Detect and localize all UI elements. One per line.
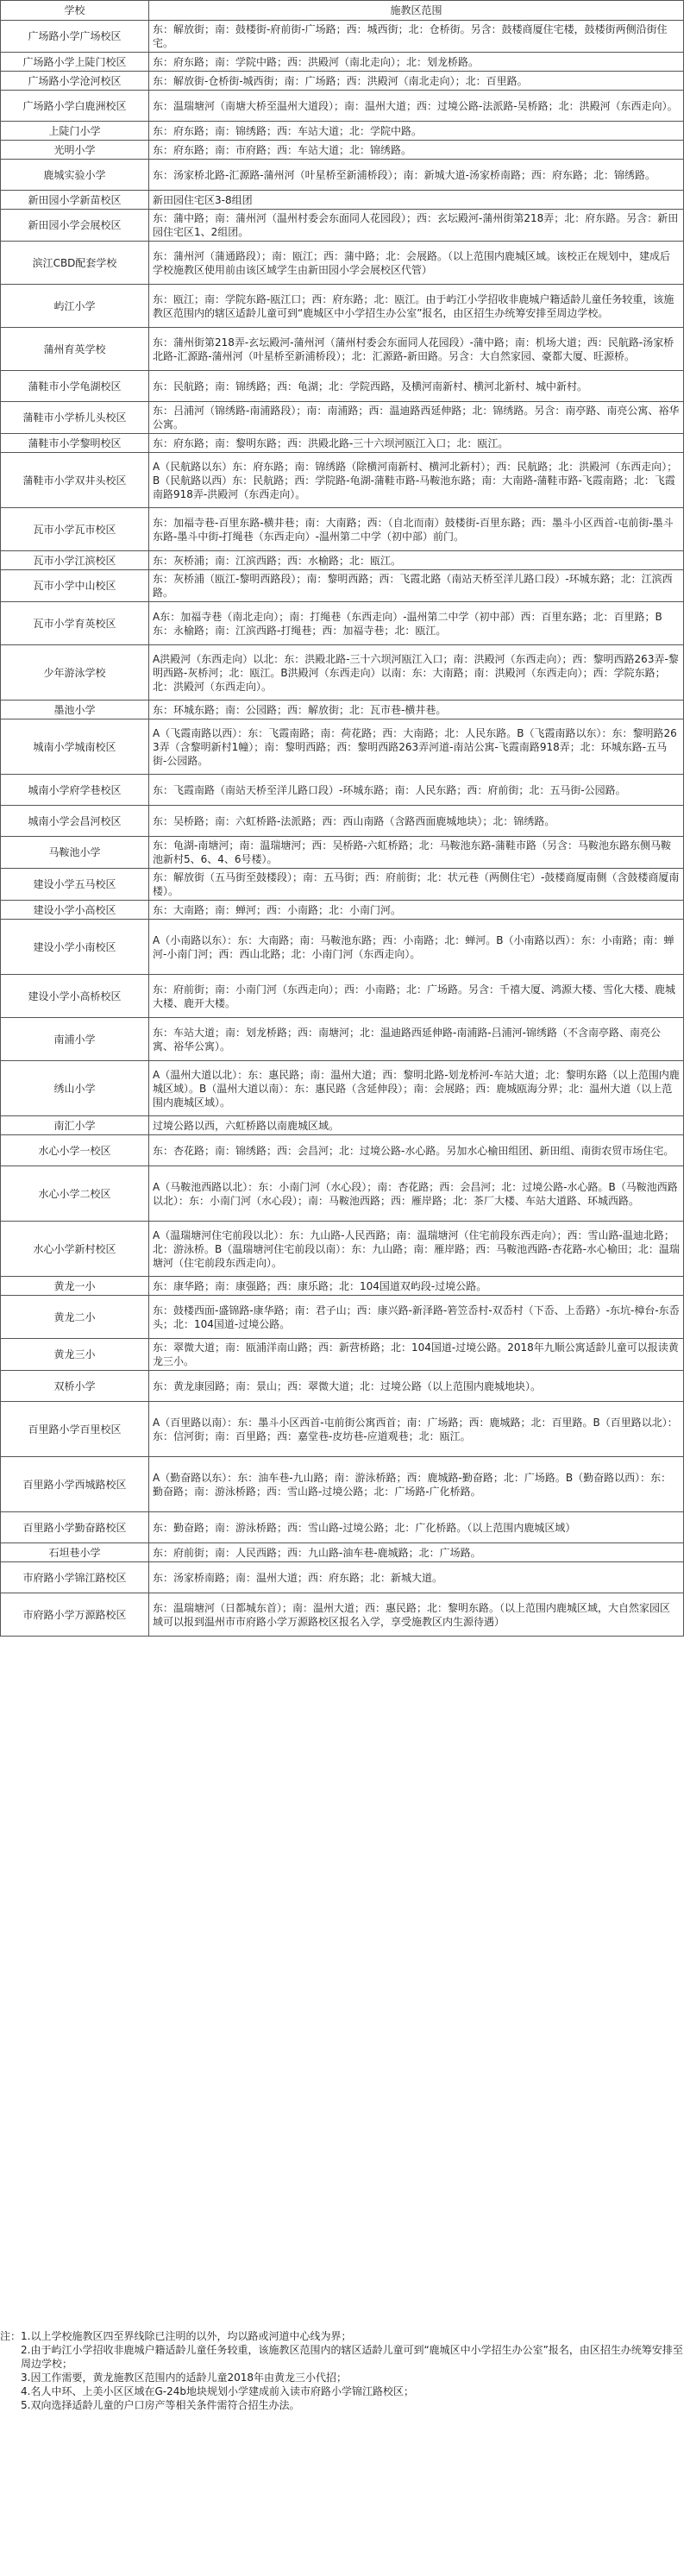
header-school: 学校 [1,1,149,21]
school-name: 黄龙三小 [1,1339,149,1371]
school-scope: 东：灰桥浦；南：江滨西路；西：水榆路；北：瓯江。 [149,551,684,570]
school-scope: 东：瓯江；南：学院东路-瓯江口；西：府东路；北：瓯江。由于屿江小学招收非鹿城户籍适龄儿童任务较重，该施教区范围内的辖区适龄儿童可到“鹿城区中小学招生办公室”报名，由区招生办统筹安排至周边学校。 [149,285,684,328]
school-name: 滨江CBD配套学校 [1,242,149,285]
header-scope: 施教区范围 [149,1,684,21]
school-scope: 东：蒲州河（蒲通路段）；南：瓯江；西：蒲中路；北：会展路。（以上范围内鹿城区域。该校正在规划中，建成后学校施教区使用前由该区域学生由新田园小学会展校区代管） [149,242,684,285]
table-row [1,837,684,869]
table-row [1,1543,684,1562]
school-scope: 东：温瑞塘河（日都城东首）；南：温州大道；西：惠民路；北：黎明东路。（以上范围内鹿城区域，大自然家园区域可以报到温州市市府路小学万源路校区报名入学，享受施教区内生源待遇） [149,1593,684,1637]
table-row [1,1457,684,1512]
school-scope: 东：吕浦河（锦绣路-南浦路段）；南：南浦路；西：温迪路西延伸路；北：锦绣路。另含：南亭路、南亮公寓、裕华公寓。 [149,402,684,434]
school-name: 蒲鞋市小学黎明校区 [1,434,149,453]
table-row [1,434,684,453]
school-scope: 东：灰桥浦（瓯江-黎明西路段）；南：黎明西路；西：飞霞北路（南站天桥至洋儿路口段）-环城东路；北：江滨西路。 [149,570,684,602]
table-row [1,72,684,91]
table-row [1,1222,684,1277]
table-row [1,508,684,551]
school-scope: A（小南路以东）：东：大南路；南：马鞍池东路；西：小南路；北：蝉河。B（小南路以西）：东：小南路；南：蝉河-小南门河；西：西山北路；北：小南门河（东西走向）。 [149,920,684,975]
school-name: 少年游泳学校 [1,645,149,701]
school-scope: 东：蒲中路；南：蒲州河（温州村委会东面同人花园段）；西：玄坛殿河-蒲州街第218弄；北：府东路。另含：新田园住宅区1、2组团。 [149,210,684,242]
school-name: 瓦市小学瓦市校区 [1,508,149,551]
table-row [1,806,684,837]
table-row [1,869,684,901]
school-scope: 东：杏花路；南：锦绣路；西：会昌河；北：过境公路-水心路。另加水心榆田组团、新田组、南街农贸市场住宅。 [149,1135,684,1166]
school-name: 上陡门小学 [1,122,149,141]
school-scope: 东：鼓楼西面-盛锦路-康华路；南：君子山；西：康兴路-新泽路-箬笠岙村-双岙村（下岙、上岙路）-东坑-樟台-东岙头；北：104国道-过境公路。 [149,1296,684,1339]
table-row [1,191,684,210]
school-name: 广场路小学广场校区 [1,21,149,53]
school-name: 水心小学新村校区 [1,1222,149,1277]
school-scope: 东：府东路；南：学院中路；西：洪殿河（南北走向）；北：划龙桥路。 [149,53,684,72]
table-row [1,328,684,371]
table-row [1,1061,684,1116]
school-name: 广场路小学沧河校区 [1,72,149,91]
table-row [1,1339,684,1371]
school-scope: 东：康华路；南：康强路；西：康乐路；北：104国道双屿段-过境公路。 [149,1277,684,1296]
school-scope: 东：环城东路；南：公园路；西：解放街；北：瓦市巷-横井巷。 [149,701,684,719]
table-row [1,1018,684,1061]
school-scope: 东：蒲州街第218弄-玄坛殿河-蒲州河（蒲州村委会东面同人花园段）-蒲中路；南：机场大道；西：民航路-汤家桥北路-汇源路-蒲州河（叶星桥至新浦桥段）；北：汇源路-新田路。另含：大自然家园、豪都大厦、旺源桥。 [149,328,684,371]
table-row [1,453,684,508]
school-scope: A（马鞍池西路以北）：东：小南门河（水心段）；南：杏花路；西：会昌河；北：过境公路-水心路。B（马鞍池西路以北）：东：小南门河（水心段）；南：马鞍池西路；西：雁岸路；北：茶厂大楼、车站大道路、环城西路。 [149,1166,684,1222]
school-scope: 东：解放街；南：鼓楼街-府前街-广场路；西：城西街；北：仓桥街。另含：鼓楼商厦住宅楼，鼓楼街两侧沿街住宅。 [149,21,684,53]
school-name: 瓦市小学中山校区 [1,570,149,602]
note-line: 2.由于屿江小学招收非鹿城户籍适龄儿童任务较重，该施教区范围内的辖区适龄儿童可到“鹿城区中小学招生办公室”报名，由区招生办统筹安排至周边学校； [21,2344,683,2370]
table-row [1,1296,684,1339]
school-name: 双桥小学 [1,1371,149,1402]
school-scope: A（飞霞南路以西）：东：飞霞南路；南：荷花路；西：大南路；北：人民东路。B（飞霞南路以东）：东：黎明路263弄（含黎明新村1幢）；南：黎明西路；西：黎明西路263弄河道-南站公寓-飞霞南路918弄；北：环城东路-五马街-公园路。 [149,719,684,775]
school-name: 百里路小学勤奋路校区 [1,1512,149,1543]
table-row [1,371,684,402]
table-row [1,920,684,975]
note-line: 注：1.以上学校施教区四至界线除已注明的以外，均以路或河道中心线为界； [0,2330,352,2342]
school-scope: 东：汤家桥北路-汇源路-蒲州河（叶星桥至新浦桥段）；南：新城大道-汤家桥南路；西：府东路；北：锦绣路。 [149,160,684,191]
table-row [1,242,684,285]
table-row [1,645,684,701]
school-scope: 过境公路以西，六虹桥路以南鹿城区域。 [149,1116,684,1135]
school-scope: 东：龟湖-南塘河；南：温瑞塘河；西：吴桥路-六虹桥路；北：马鞍池东路-蒲鞋市路（另含：马鞍池东路东侧马鞍池新村5、6、4、6号楼）。 [149,837,684,869]
school-scope: 东：大南路；南：蝉河；西：小南路；北：小南门河。 [149,901,684,920]
table-row [1,901,684,920]
school-name: 水心小学二校区 [1,1166,149,1222]
table-row [1,53,684,72]
table-row [1,1277,684,1296]
table-row [1,285,684,328]
table-row [1,1593,684,1637]
school-scope: A（百里路以南）：东：墨斗小区西首-屯前街公寓西首；南：广场路；西：鹿城路；北：百里路。B（百里路以北）：东：信河街；南：百里路；西：嘉堂巷-皮坊巷-应道观巷；北：瓯江。 [149,1402,684,1457]
table-row [1,602,684,645]
school-scope: 东：吴桥路；南：六虹桥路-法派路；西：西山南路（含路西面鹿城地块）；北：锦绣路。 [149,806,684,837]
table-row [1,210,684,242]
school-name: 城南小学府学巷校区 [1,775,149,806]
school-scope: 东：勤奋路；南：游泳桥路；西：雪山路-过境公路；北：广化桥路。（以上范围内鹿城区域） [149,1512,684,1543]
school-name: 建设小学小高桥校区 [1,975,149,1018]
table-row [1,402,684,434]
school-name: 市府路小学锦江路校区 [1,1562,149,1593]
school-name: 黄龙二小 [1,1296,149,1339]
school-name: 新田园小学会展校区 [1,210,149,242]
school-scope: 东：汤家桥南路；南：温州大道；西：府东路；北：新城大道。 [149,1562,684,1593]
school-scope: 东：加福寺巷-百里东路-横井巷；南：大南路；西：（自北而南）鼓楼街-百里东路；西：墨斗小区西首-屯前街-墨斗东路-墨斗中街-打绳巷（东西走向）-温州第二中学（初中部）前门。 [149,508,684,551]
school-name: 蒲鞋市小学双井头校区 [1,453,149,508]
school-scope: 东：府东路；南：市府路；西：车站大道；北：锦绣路。 [149,141,684,160]
table-row [1,160,684,191]
school-name: 墨池小学 [1,701,149,719]
school-name: 建设小学小南校区 [1,920,149,975]
school-name: 水心小学一校区 [1,1135,149,1166]
school-scope: 东：温瑞塘河（南塘大桥至温州大道段）；南：温州大道；西：过境公路-法派路-吴桥路；北：洪殿河（东西走向）。 [149,91,684,122]
school-scope: A（温州大道以北）：东：惠民路；南：温州大道；西：黎明北路-划龙桥河-车站大道；北：黎明东路（以上范围内鹿城区域）。B（温州大道以南）：东：惠民路（含延伸段）；南：会展路；西：鹿城瓯海分界；北：温州大道（以上范围内鹿城区域）。 [149,1061,684,1116]
school-name: 屿江小学 [1,285,149,328]
school-scope: 东：府东路；南：黎明东路；西：洪殿北路-三十六坝河瓯江入口；北：瓯江。 [149,434,684,453]
school-name: 马鞍池小学 [1,837,149,869]
school-scope: A（温瑞塘河住宅前段以北）：东：九山路-人民西路；南：温瑞塘河（住宅前段东西走向）；西：雪山路-温迪北路；北：游泳桥。B（温瑞塘河住宅前段以南）：东：九山路；南：雁岸路；西：马鞍池西路-杏花路-水心榆田；北：温瑞塘河（住宅前段东西走向）。 [149,1222,684,1277]
table-row [1,122,684,141]
school-name: 城南小学城南校区 [1,719,149,775]
school-name: 城南小学会昌河校区 [1,806,149,837]
school-name: 瓦市小学育英校区 [1,602,149,645]
school-name: 市府路小学万源路校区 [1,1593,149,1637]
table-row [1,21,684,53]
school-name: 建设小学五马校区 [1,869,149,901]
table-row [1,1562,684,1593]
school-name: 光明小学 [1,141,149,160]
school-name: 石坦巷小学 [1,1543,149,1562]
school-name: 黄龙一小 [1,1277,149,1296]
note-line: 5.双向选择适龄儿童的户口房产等相关条件需符合招生办法。 [21,2399,300,2411]
school-scope: 东：府前街；南：小南门河（东西走向）；西：小南路；北：广场路。另含：千禧大厦、鸿源大楼、雪化大楼、鹿城大楼、鹿开大楼。 [149,975,684,1018]
school-scope: 东：黄龙康园路；南：景山；西：翠微大道；北：过境公路（以上范围内鹿城地块）。 [149,1371,684,1402]
table-header-row [1,1,684,21]
table-row [1,719,684,775]
footnotes [0,2329,683,2412]
school-scope: A洪殿河（东西走向）以北：东：洪殿北路-三十六坝河瓯江入口；南：洪殿河（东西走向）；西：黎明西路263弄-黎明西路-灰桥河；北：瓯江。B洪殿河（东西走向）以南：东：大南路；南：洪殿河（东西走向）；西：学院东路；北：洪殿河（东西走向）。 [149,645,684,701]
table-row [1,1402,684,1457]
table-row [1,1166,684,1222]
school-name: 蒲州育英学校 [1,328,149,371]
table-row [1,141,684,160]
school-scope: 东：飞霞南路（南站天桥至洋儿路口段）-环城东路；南：人民东路；西：府前街；北：五马街-公园路。 [149,775,684,806]
table-row [1,551,684,570]
school-name: 南浦小学 [1,1018,149,1061]
school-scope: 东：翠微大道；南：瓯浦洋南山路；西：新营桥路；北：104国道-过境公路。2018年九顺公寓适龄儿童可以报读黄龙三小。 [149,1339,684,1371]
table-row [1,775,684,806]
school-name: 百里路小学百里校区 [1,1402,149,1457]
school-name: 新田园小学新苗校区 [1,191,149,210]
note-line: 4.名人中环、上美小区区域在G-24b地块规划小学建成前入读市府路小学锦江路校区； [21,2385,414,2397]
school-name: 南汇小学 [1,1116,149,1135]
table-row [1,91,684,122]
school-scope: 新田园住宅区3-8组团 [149,191,684,210]
table-row [1,1512,684,1543]
school-name: 瓦市小学江滨校区 [1,551,149,570]
school-scope: 东：车站大道；南：划龙桥路；西：南塘河；北：温迪路西延伸路-南浦路-吕浦河-锦绣路（不含南亭路、南亮公寓、裕华公寓）。 [149,1018,684,1061]
table-row [1,570,684,602]
table-row [1,975,684,1018]
school-scope: 东：府东路；南：锦绣路；西：车站大道；北：学院中路。 [149,122,684,141]
school-name: 蒲鞋市小学桥儿头校区 [1,402,149,434]
school-name: 百里路小学西城路校区 [1,1457,149,1512]
school-name: 蒲鞋市小学龟湖校区 [1,371,149,402]
note-line: 3.因工作需要，黄龙施教区范围内的适龄儿童2018年由黄龙三小代招； [21,2372,347,2384]
school-scope: A东：加福寺巷（南北走向）；南：打绳巷（东西走向）-温州第二中学（初中部）西：百里东路；北：百里路；B东：永榆路；南：江滨西路-打绳巷；西：加福寺巷；北：瓯江。 [149,602,684,645]
table-row [1,1371,684,1402]
school-scope: 东：解放街（五马街至鼓楼段）；南：五马街；西：府前街；北：状元巷（两侧住宅）-鼓楼商厦南侧（含鼓楼商厦南楼）。 [149,869,684,901]
school-name: 广场路小学白鹿洲校区 [1,91,149,122]
table-row [1,1116,684,1135]
school-scope: 东：府前街；南：人民西路；西：九山路-油车巷-鹿城路；北：广场路。 [149,1543,684,1562]
table-row [1,701,684,719]
school-scope: 东：解放街-仓桥街-城西街；南：广场路；西：洪殿河（南北走向）；北：百里路。 [149,72,684,91]
school-scope: A（民航路以东）东：府东路；南：锦绣路（除横河南新村、横河北新村）；西：民航路；北：洪殿河（东西走向）；B（民航路以西）东：民航路；西：学院路-龟湖-蒲鞋市路-马鞍池东路；南：大南路-蒲鞋市路-飞霞南路；北：飞霞南路918弄-洪殿河（东西走向）。 [149,453,684,508]
school-name: 广场路小学上陡门校区 [1,53,149,72]
school-name: 绣山小学 [1,1061,149,1116]
table-row [1,1135,684,1166]
school-name: 鹿城实验小学 [1,160,149,191]
school-scope: 东：民航路；南：锦绣路；西：龟湖；北：学院西路，及横河南新村、横河北新村、城中新村。 [149,371,684,402]
school-name: 建设小学小高校区 [1,901,149,920]
school-scope: A（勤奋路以东）：东：油车巷-九山路；南：游泳桥路；西：鹿城路-勤奋路；北：广场路。B（勤奋路以西）：东：勤奋路；南：游泳桥路；西：雪山路-过境公路；北：广场路-广化桥路。 [149,1457,684,1512]
